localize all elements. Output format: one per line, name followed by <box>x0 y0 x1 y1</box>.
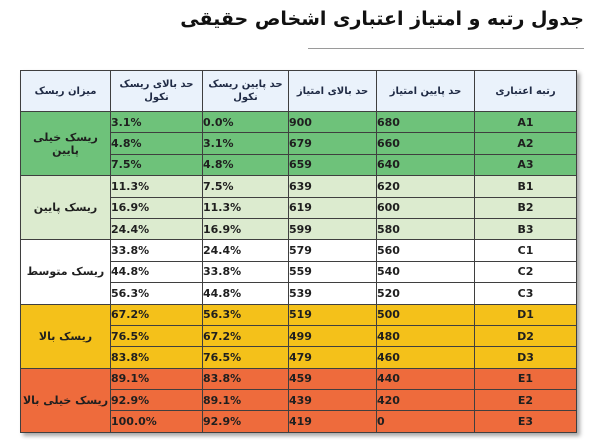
cell-max-risk: 24.4% <box>111 218 203 239</box>
cell-min-risk: 44.8% <box>203 283 289 304</box>
cell-max-score: 579 <box>289 240 377 261</box>
cell-min-score: 640 <box>377 154 475 175</box>
cell-max-risk: 16.9% <box>111 197 203 218</box>
table-header-row <box>21 71 577 112</box>
cell-max-score: 679 <box>289 133 377 154</box>
cell-rate: E2 <box>475 390 577 411</box>
cell-max-score: 479 <box>289 347 377 368</box>
risk-level-cell: ریسک متوسط <box>21 240 111 304</box>
credit-rating-table <box>20 70 577 433</box>
header-min-score: حد پایین امتیاز <box>377 71 475 112</box>
risk-level-cell: ریسک پایین <box>21 176 111 240</box>
cell-min-risk: 24.4% <box>203 240 289 261</box>
cell-rate: E3 <box>475 411 577 433</box>
cell-max-risk: 11.3% <box>111 176 203 197</box>
cell-min-risk: 7.5% <box>203 176 289 197</box>
cell-max-score: 599 <box>289 218 377 239</box>
cell-max-score: 619 <box>289 197 377 218</box>
cell-max-risk: 3.1% <box>111 112 203 133</box>
header-risk-level: میزان ریسک <box>21 71 111 112</box>
cell-max-score: 519 <box>289 304 377 325</box>
table-row <box>21 176 577 197</box>
cell-max-risk: 4.8% <box>111 133 203 154</box>
cell-max-score: 419 <box>289 411 377 433</box>
cell-max-risk: 89.1% <box>111 368 203 389</box>
cell-min-score: 620 <box>377 176 475 197</box>
cell-min-risk: 4.8% <box>203 154 289 175</box>
table-body <box>21 112 577 433</box>
cell-min-score: 600 <box>377 197 475 218</box>
table-row <box>21 368 577 389</box>
cell-min-score: 440 <box>377 368 475 389</box>
cell-min-score: 540 <box>377 261 475 282</box>
cell-min-score: 460 <box>377 347 475 368</box>
cell-max-score: 639 <box>289 176 377 197</box>
header-rate: رتبه اعتباری <box>475 71 577 112</box>
cell-rate: B1 <box>475 176 577 197</box>
cell-rate: D3 <box>475 347 577 368</box>
cell-rate: A1 <box>475 112 577 133</box>
cell-min-risk: 11.3% <box>203 197 289 218</box>
cell-max-risk: 76.5% <box>111 325 203 346</box>
risk-level-cell: ریسک خیلی بالا <box>21 368 111 432</box>
table-row <box>21 240 577 261</box>
cell-rate: A2 <box>475 133 577 154</box>
cell-max-risk: 92.9% <box>111 390 203 411</box>
cell-max-risk: 56.3% <box>111 283 203 304</box>
cell-max-score: 659 <box>289 154 377 175</box>
cell-max-score: 539 <box>289 283 377 304</box>
cell-max-score: 459 <box>289 368 377 389</box>
cell-min-score: 560 <box>377 240 475 261</box>
risk-level-cell: ریسک خیلی پایین <box>21 112 111 176</box>
cell-min-risk: 33.8% <box>203 261 289 282</box>
cell-rate: E1 <box>475 368 577 389</box>
cell-max-risk: 83.8% <box>111 347 203 368</box>
cell-min-risk: 92.9% <box>203 411 289 433</box>
cell-min-score: 420 <box>377 390 475 411</box>
cell-rate: C1 <box>475 240 577 261</box>
cell-max-risk: 44.8% <box>111 261 203 282</box>
table-row <box>21 112 577 133</box>
title-underline <box>308 48 584 49</box>
cell-min-score: 660 <box>377 133 475 154</box>
header-max-risk: حد بالای ریسک نکول <box>111 71 203 112</box>
cell-rate: D2 <box>475 325 577 346</box>
cell-min-risk: 3.1% <box>203 133 289 154</box>
cell-max-risk: 7.5% <box>111 154 203 175</box>
cell-min-risk: 16.9% <box>203 218 289 239</box>
cell-min-risk: 67.2% <box>203 325 289 346</box>
header-max-score: حد بالای امتیاز <box>289 71 377 112</box>
table-row <box>21 304 577 325</box>
cell-max-score: 900 <box>289 112 377 133</box>
page-title: جدول رتبه و امتیاز اعتباری اشخاص حقیقی <box>180 8 584 30</box>
cell-max-score: 499 <box>289 325 377 346</box>
cell-min-score: 580 <box>377 218 475 239</box>
cell-max-score: 439 <box>289 390 377 411</box>
cell-max-score: 559 <box>289 261 377 282</box>
cell-min-score: 500 <box>377 304 475 325</box>
cell-min-score: 0 <box>377 411 475 433</box>
cell-rate: D1 <box>475 304 577 325</box>
cell-max-risk: 67.2% <box>111 304 203 325</box>
risk-level-cell: ریسک بالا <box>21 304 111 368</box>
cell-max-risk: 33.8% <box>111 240 203 261</box>
cell-rate: B2 <box>475 197 577 218</box>
cell-rate: B3 <box>475 218 577 239</box>
cell-min-risk: 76.5% <box>203 347 289 368</box>
cell-min-risk: 83.8% <box>203 368 289 389</box>
cell-min-score: 680 <box>377 112 475 133</box>
cell-rate: A3 <box>475 154 577 175</box>
cell-min-risk: 56.3% <box>203 304 289 325</box>
cell-min-risk: 89.1% <box>203 390 289 411</box>
cell-rate: C2 <box>475 261 577 282</box>
header-min-risk: حد پایین ریسک نکول <box>203 71 289 112</box>
cell-rate: C3 <box>475 283 577 304</box>
cell-min-score: 480 <box>377 325 475 346</box>
cell-min-risk: 0.0% <box>203 112 289 133</box>
cell-min-score: 520 <box>377 283 475 304</box>
cell-max-risk: 100.0% <box>111 411 203 433</box>
